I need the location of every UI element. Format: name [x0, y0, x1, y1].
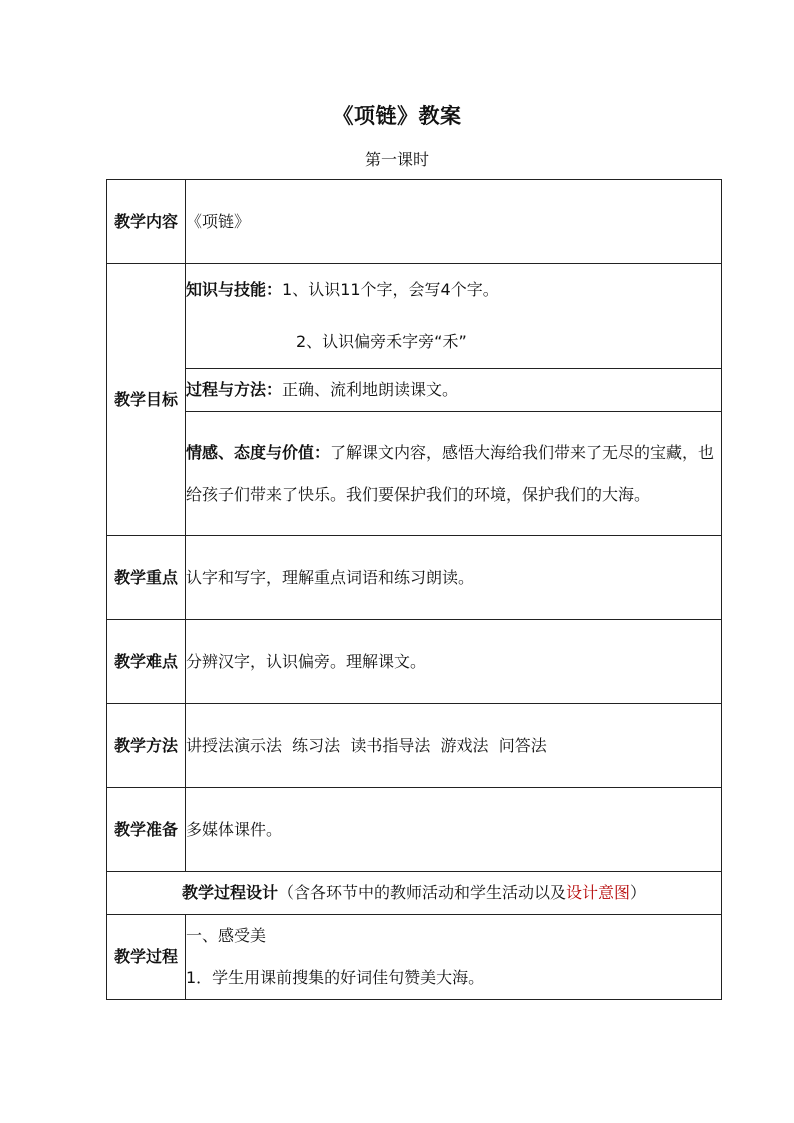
row-methods — [107, 704, 722, 788]
document-title: 《项链》教案 — [332, 104, 462, 128]
value-preparation: 多媒体课件。 — [186, 788, 722, 872]
goal-knowledge-cell — [186, 264, 722, 369]
design-note-start: （含各环节中的教师活动和学生活动以及 — [277, 883, 566, 902]
lesson-period: 第一课时 — [364, 150, 429, 169]
goal-process-cell — [186, 369, 722, 412]
label-process: 教学过程 — [107, 915, 186, 1000]
goal-emotion-text: 了解课文内容，感悟大海给我们带来了无尽的宝藏，也给孩子们带来了快乐。我们要保护我们的环境，保护我们的大海。 — [186, 442, 715, 504]
goal-process-text: 正确、流利地朗读课文。 — [282, 380, 459, 399]
process-line-2: 1．学生用课前搜集的好词佳句赞美大海。 — [186, 968, 485, 987]
row-difficulties — [107, 620, 722, 704]
lesson-plan-table — [106, 179, 722, 1000]
value-key-points: 认字和写字，理解重点词语和练习朗读。 — [186, 536, 722, 620]
row-goal-emotion — [107, 412, 722, 536]
label-difficulties: 教学难点 — [107, 620, 186, 704]
label-teaching-content: 教学内容 — [107, 180, 186, 264]
row-teaching-content — [107, 180, 722, 264]
process-line-1: 一、感受美 — [186, 926, 267, 945]
label-teaching-goals: 教学目标 — [107, 264, 186, 536]
design-heading: 教学过程设计 — [181, 883, 278, 902]
row-design-heading — [107, 872, 722, 915]
design-note-end: ） — [630, 883, 647, 902]
goal-emotion-label: 情感、态度与价值： — [186, 442, 331, 462]
goal-emotion-cell — [186, 412, 722, 536]
goal-process-label: 过程与方法： — [186, 380, 283, 399]
goal-knowledge-text: 1、认识11个字，会写4个字。 — [282, 280, 499, 299]
value-methods: 讲授法演示法 练习法 读书指导法 游戏法 问答法 — [186, 704, 722, 788]
value-teaching-content: 《项链》 — [186, 180, 722, 264]
label-preparation: 教学准备 — [107, 788, 186, 872]
design-heading-cell — [107, 872, 722, 915]
design-note-red: 设计意图 — [566, 883, 631, 902]
value-difficulties: 分辨汉字，认识偏旁。理解课文。 — [186, 620, 722, 704]
value-process — [186, 915, 722, 1000]
row-goal-process — [107, 369, 722, 412]
row-process — [107, 915, 722, 1000]
row-key-points — [107, 536, 722, 620]
goal-knowledge-label: 知识与技能： — [186, 280, 283, 299]
goal-knowledge-text2: 2、认识偏旁禾字旁“禾” — [296, 332, 467, 351]
row-preparation — [107, 788, 722, 872]
label-methods: 教学方法 — [107, 704, 186, 788]
row-goal-knowledge — [107, 264, 722, 369]
label-key-points: 教学重点 — [107, 536, 186, 620]
